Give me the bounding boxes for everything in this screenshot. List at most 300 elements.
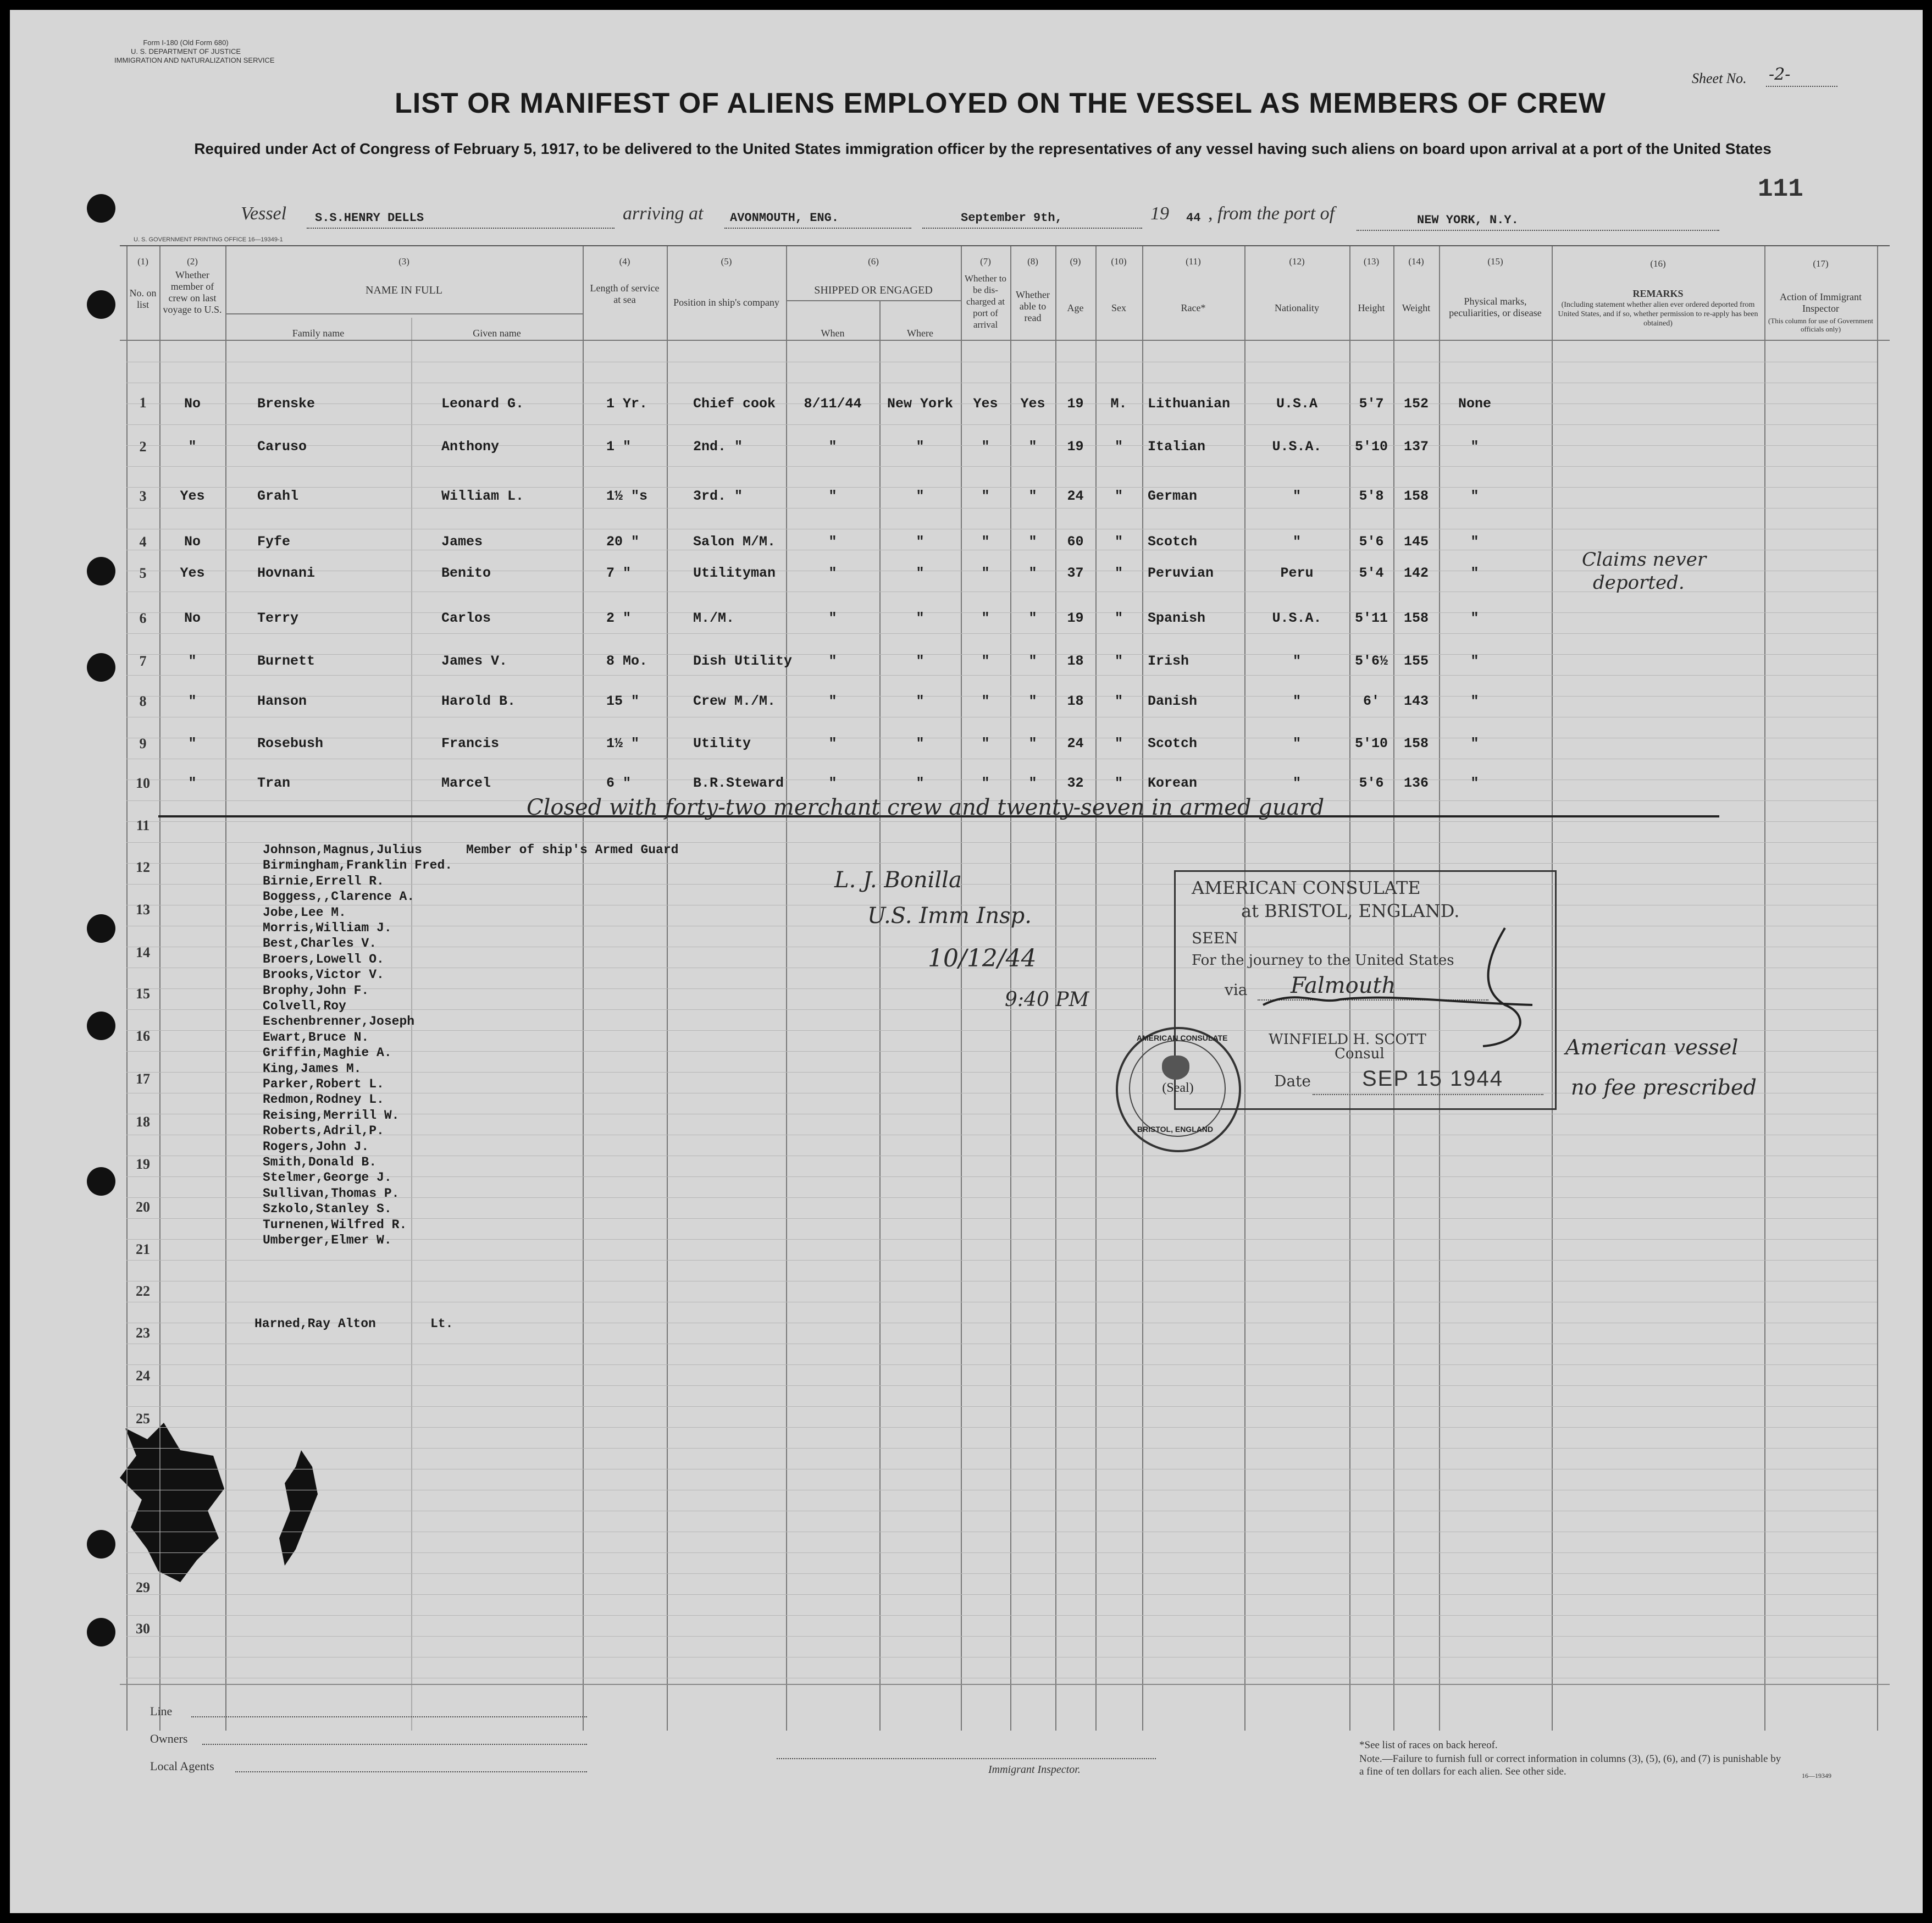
seal-center-text: (Seal) (1162, 1081, 1194, 1095)
col-17-header: Action of Immigrant Inspector (1780, 291, 1862, 314)
crew-height: 5'8 (1359, 488, 1384, 504)
col-15-header: Physical marks, peculiarities, or disease (1449, 296, 1542, 318)
crew-discharged: " (981, 534, 990, 550)
row-number: 7 (139, 653, 147, 669)
col-5-header: Position in ship's company (673, 297, 779, 308)
row-number: 2 (139, 439, 147, 455)
crew-when: " (828, 488, 837, 504)
binder-hole (87, 194, 115, 223)
crew-age: 18 (1067, 693, 1084, 709)
crew-given: Anthony (441, 439, 500, 455)
armed-guard-member: Griffin,Maghie A. (263, 1046, 392, 1060)
armed-guard-member: Turnenen,Wilfred R. (263, 1217, 407, 1232)
crew-nationality: Peru (1280, 565, 1314, 581)
col-9-number: (9) (1070, 256, 1081, 267)
stamp-consulate-line1: AMERICAN CONSULATE (1192, 877, 1421, 898)
crew-read: Yes (1020, 396, 1045, 412)
col-14-number: (14) (1408, 256, 1424, 267)
crew-height: 6' (1363, 693, 1380, 709)
crew-when: " (828, 653, 837, 669)
row-number: 17 (136, 1071, 150, 1087)
crew-read: " (1028, 653, 1037, 669)
crew-sex: " (1114, 736, 1123, 751)
crew-discharged: Yes (973, 396, 998, 412)
crew-where: " (916, 534, 925, 550)
row-number: 20 (136, 1199, 150, 1215)
crew-service: 1½ "s (606, 488, 648, 504)
crew-position: 2nd. " (693, 439, 743, 455)
col-6-when-header: When (821, 328, 845, 339)
binder-hole (87, 914, 115, 943)
col-3-given-header: Given name (473, 328, 521, 339)
seal-top-text: AMERICAN CONSULATE (1137, 1034, 1228, 1042)
stamped-page-number: 111 (1758, 175, 1803, 203)
crew-discharged: " (981, 693, 990, 709)
crew-read: " (1028, 439, 1037, 455)
crew-nationality: " (1292, 653, 1301, 669)
row-number: 4 (139, 534, 147, 550)
torn-paper-damage (114, 1417, 345, 1593)
crew-nationality: U.S.A. (1272, 610, 1322, 626)
departure-port: NEW YORK, N.Y. (1417, 213, 1519, 227)
year-suffix: 44 (1186, 211, 1201, 225)
crew-height: 5'6½ (1354, 653, 1388, 669)
footer-penalty-note: Note.—Failure to furnish full or correct information in columns (3), (5), (6), and (7) is punishable by a fine of ten dollars for each alien. See other side. (1359, 1753, 1781, 1777)
col-16-subheader: (Including statement whether alien ever ordered deported from United States, and if so, whether permission to re-apply has been obtained) (1558, 301, 1758, 328)
crew-where: " (916, 653, 925, 669)
binder-hole (87, 557, 115, 585)
crew-weight: 136 (1403, 775, 1429, 791)
crew-prev: " (188, 736, 197, 751)
armed-guard-member: Broers,Lowell O. (263, 952, 384, 966)
remark-row5-line2: deported. (1593, 572, 1685, 594)
row-number: 6 (139, 610, 147, 626)
crew-weight: 155 (1403, 653, 1429, 669)
col-16-header: REMARKS (1632, 288, 1684, 299)
form-number: Form I-180 (Old Form 680) (143, 38, 229, 47)
crew-position: B.R.Steward (693, 775, 784, 791)
row-number: 12 (136, 859, 150, 875)
armed-guard-member: Reising,Merrill W. (263, 1108, 400, 1123)
crew-prev: No (184, 610, 201, 626)
crew-when: " (828, 565, 837, 581)
crew-marks: " (1470, 488, 1479, 504)
armed-guard-member: Smith,Donald B. (263, 1155, 377, 1169)
crew-discharged: " (981, 439, 990, 455)
sheet-number-label: Sheet No. (1692, 70, 1747, 86)
document-subtitle: Required under Act of Congress of February 5, 1917, to be delivered to the United States immigration officer by the representatives of any vessel having such aliens on board upon arrival at a port of the United States (194, 140, 1772, 157)
crew-discharged: " (981, 736, 990, 751)
crew-sex: " (1114, 653, 1123, 669)
crew-race: Irish (1148, 653, 1189, 669)
binder-hole (87, 1012, 115, 1040)
crew-given: Leonard G. (441, 396, 524, 412)
crew-weight: 158 (1403, 488, 1429, 504)
crew-weight: 158 (1403, 736, 1429, 751)
crew-nationality: " (1292, 736, 1301, 751)
row-number: 23 (136, 1325, 150, 1341)
armed-guard-member: Brooks,Victor V. (263, 968, 384, 982)
crew-service: 1 Yr. (606, 396, 648, 412)
closing-note: Closed with forty-two merchant crew and twenty-seven in armed guard (527, 795, 1325, 820)
col-17-subheader: (This column for use of Government officials only) (1768, 317, 1873, 333)
eagle-emblem-icon (1162, 1056, 1189, 1080)
crew-service: 8 Mo. (606, 653, 648, 669)
crew-marks: " (1470, 693, 1479, 709)
crew-marks: " (1470, 736, 1479, 751)
crew-race: Korean (1148, 775, 1198, 791)
armed-guard-member: Szkolo,Stanley S. (263, 1202, 392, 1217)
col-8-number: (8) (1027, 256, 1038, 267)
col-4-header: Length of service at sea (590, 283, 660, 305)
armed-guard-member: Ewart,Bruce N. (263, 1030, 369, 1045)
crew-family: Caruso (257, 439, 307, 455)
arrival-date: September 9th, (961, 211, 1062, 225)
inspector-signature: L. J. Bonilla (834, 867, 962, 893)
crew-read: " (1028, 488, 1037, 504)
crew-given: Benito (441, 565, 491, 581)
row-number: 16 (136, 1028, 150, 1044)
crew-family: Brenske (257, 396, 315, 412)
crew-read: " (1028, 775, 1037, 791)
crew-prev: " (188, 653, 197, 669)
crew-marks: " (1470, 565, 1479, 581)
crew-sex: " (1114, 775, 1123, 791)
col-6-where-header: Where (907, 328, 933, 339)
armed-guard-member: Eschenbrenner,Joseph (263, 1014, 415, 1029)
crew-race: Danish (1148, 693, 1198, 709)
col-9-header: Age (1067, 302, 1084, 313)
arriving-label: arriving at (623, 203, 704, 224)
american-vessel-note: American vessel (1565, 1035, 1739, 1059)
crew-marks: " (1470, 534, 1479, 550)
crew-where: " (916, 736, 925, 751)
armed-guard-member: Brophy,John F. (263, 983, 369, 998)
crew-discharged: " (981, 565, 990, 581)
crew-where: New York (887, 396, 954, 412)
crew-height: 5'6 (1359, 775, 1384, 791)
row-number: 22 (136, 1283, 150, 1299)
col-6-number: (6) (868, 256, 879, 267)
crew-when: " (828, 775, 837, 791)
crew-service: 1½ " (606, 736, 640, 751)
armed-guard-member: Jobe,Lee M. (263, 905, 346, 920)
crew-age: 32 (1067, 775, 1084, 791)
col-10-header: Sex (1111, 302, 1126, 313)
col-5-number: (5) (721, 256, 732, 267)
col-3-header: NAME IN FULL (366, 284, 442, 296)
crew-race: Scotch (1148, 534, 1198, 550)
col-15-number: (15) (1487, 256, 1503, 267)
crew-age: 24 (1067, 488, 1084, 504)
crew-marks: " (1470, 775, 1479, 791)
printing-office: U. S. GOVERNMENT PRINTING OFFICE 16—19349-1 (134, 236, 283, 243)
crew-position: Dish Utility (693, 653, 793, 669)
vessel-name: S.S.HENRY DELLS (315, 211, 424, 225)
inspection-time: 9:40 PM (1005, 988, 1089, 1011)
col-17-number: (17) (1813, 258, 1829, 269)
crew-prev: Yes (180, 565, 205, 581)
crew-read: " (1028, 534, 1037, 550)
crew-position: Utility (693, 736, 751, 751)
crew-age: 60 (1067, 534, 1084, 550)
seal-bottom-text: BRISTOL, ENGLAND (1137, 1125, 1214, 1134)
row-number: 11 (136, 817, 150, 833)
armed-guard-member: Birmingham,Franklin Fred. (263, 858, 453, 873)
crew-nationality: " (1292, 775, 1301, 791)
col-2-header: Whether member of crew on last voyage to U.S. (163, 269, 222, 315)
col-12-number: (12) (1289, 256, 1305, 267)
crew-given: Carlos (441, 610, 491, 626)
crew-family: Burnett (257, 653, 315, 669)
crew-age: 18 (1067, 653, 1084, 669)
stamp-seen: SEEN (1192, 929, 1238, 947)
crew-family: Tran (257, 775, 291, 791)
crew-service: 6 " (606, 775, 632, 791)
row-number: 1 (139, 395, 147, 411)
row-number: 24 (136, 1368, 150, 1384)
col-11-number: (11) (1186, 256, 1201, 267)
crew-when: " (828, 736, 837, 751)
row-number: 15 (136, 986, 150, 1002)
crew-when: 8/11/44 (804, 396, 862, 412)
crew-service: 20 " (606, 534, 640, 550)
crew-service: 15 " (606, 693, 640, 709)
crew-race: Peruvian (1148, 565, 1214, 581)
stamp-consul-title: Consul (1335, 1046, 1385, 1062)
crew-family: Grahl (257, 488, 299, 504)
row-number: 30 (136, 1621, 150, 1637)
crew-position: Utilityman (693, 565, 776, 581)
crew-sex: " (1114, 610, 1123, 626)
crew-height: 5'6 (1359, 534, 1384, 550)
crew-age: 19 (1067, 610, 1084, 626)
crew-service: 7 " (606, 565, 632, 581)
crew-given: James V. (441, 653, 508, 669)
no-fee-note: no fee prescribed (1571, 1075, 1757, 1099)
armed-guard-member: Roberts,Adril,P. (263, 1124, 384, 1139)
stamp-date-label: Date (1274, 1072, 1311, 1090)
crew-weight: 137 (1403, 439, 1429, 455)
col-3-number: (3) (398, 256, 409, 267)
armed-guard-member: Rogers,John J. (263, 1139, 369, 1154)
col-1-number: (1) (137, 256, 148, 267)
crew-when: " (828, 693, 837, 709)
crew-nationality: U.S.A. (1272, 439, 1322, 455)
footer-race-note: *See list of races on back hereof. (1359, 1739, 1498, 1751)
binder-hole (87, 1167, 115, 1196)
footer-owners-label: Owners (150, 1732, 188, 1745)
col-14-header: Weight (1402, 302, 1431, 313)
crew-sex: " (1114, 439, 1123, 455)
row-number: 5 (139, 565, 147, 581)
armed-guard-member: Boggess,,Clarence A. (263, 889, 415, 904)
crew-read: " (1028, 736, 1037, 751)
crew-family: Terry (257, 610, 299, 626)
armed-guard-member: King,James M. (263, 1061, 362, 1076)
binder-hole (87, 653, 115, 682)
col-12-header: Nationality (1275, 302, 1319, 313)
crew-discharged: " (981, 488, 990, 504)
crew-height: 5'4 (1359, 565, 1384, 581)
crew-race: Lithuanian (1148, 396, 1231, 412)
crew-race: Italian (1148, 439, 1206, 455)
col-11-header: Race* (1181, 302, 1206, 313)
crew-family: Hovnani (257, 565, 315, 581)
armed-guard-member: Parker,Robert L. (263, 1077, 384, 1091)
crew-marks: " (1470, 653, 1479, 669)
col-2-number: (2) (187, 256, 198, 267)
crew-position: Chief cook (693, 396, 776, 412)
crew-weight: 158 (1403, 610, 1429, 626)
crew-age: 24 (1067, 736, 1084, 751)
crew-position: 3rd. " (693, 488, 743, 504)
stamp-consulate-line2: at BRISTOL, ENGLAND. (1241, 900, 1460, 921)
crew-weight: 143 (1403, 693, 1429, 709)
department: U. S. DEPARTMENT OF JUSTICE (130, 47, 241, 56)
stamp-date: SEP 15 1944 (1362, 1067, 1504, 1091)
officer-rank: Lt. (430, 1317, 453, 1331)
crew-sex: " (1114, 565, 1123, 581)
footer-inspector-label: Immigrant Inspector. (988, 1764, 1081, 1776)
crew-where: " (916, 775, 925, 791)
crew-where: " (916, 693, 925, 709)
row-number: 25 (136, 1411, 150, 1427)
footer-line-label: Line (150, 1704, 173, 1718)
crew-height: 5'10 (1354, 439, 1388, 455)
crew-age: 19 (1067, 439, 1084, 455)
crew-nationality: " (1292, 534, 1301, 550)
consul-signature (1247, 922, 1554, 1054)
row-number: 13 (136, 902, 150, 918)
manifest-sheet (10, 10, 1923, 1913)
row-number: 8 (139, 693, 147, 709)
armed-guard-member: Redmon,Rodney L. (263, 1092, 384, 1107)
col-13-header: Height (1358, 302, 1385, 313)
inspection-date: 10/12/44 (928, 944, 1037, 972)
row-number: 3 (139, 488, 147, 504)
armed-guard-member: Best,Charles V. (263, 936, 377, 951)
crew-marks: " (1470, 439, 1479, 455)
inspector-title: U.S. Imm Insp. (867, 903, 1032, 929)
crew-prev: " (188, 693, 197, 709)
binder-hole (87, 1618, 115, 1646)
crew-sex: M. (1110, 396, 1127, 412)
crew-nationality: " (1292, 488, 1301, 504)
armed-guard-member: Stelmer,George J. (263, 1170, 392, 1185)
col-4-number: (4) (619, 256, 630, 267)
remark-row5-line1: Claims never (1582, 549, 1707, 571)
footer-code: 16—19349 (1802, 1772, 1831, 1780)
armed-guard-note: Member of ship's Armed Guard (466, 843, 679, 857)
crew-when: " (828, 439, 837, 455)
crew-family: Rosebush (257, 736, 324, 751)
crew-given: William L. (441, 488, 524, 504)
crew-age: 37 (1067, 565, 1084, 581)
crew-given: Harold B. (441, 693, 516, 709)
crew-sex: " (1114, 693, 1123, 709)
col-7-number: (7) (980, 256, 991, 267)
crew-family: Fyfe (257, 534, 291, 550)
armed-guard-member: Morris,William J. (263, 921, 392, 935)
crew-weight: 142 (1403, 565, 1429, 581)
year-prefix: 19 (1150, 203, 1169, 224)
col-6-header: SHIPPED OR ENGAGED (814, 284, 933, 296)
col-1-header: No. on list (129, 288, 157, 310)
crew-read: " (1028, 565, 1037, 581)
crew-race: German (1148, 488, 1198, 504)
officer-name: Harned,Ray Alton (254, 1317, 376, 1331)
binder-hole (87, 290, 115, 319)
binder-hole (87, 1530, 115, 1559)
armed-guard-member: Colvell,Roy (263, 999, 346, 1013)
row-number: 18 (136, 1114, 150, 1130)
crew-marks: " (1470, 610, 1479, 626)
crew-where: " (916, 610, 925, 626)
crew-prev: " (188, 775, 197, 791)
armed-guard-member: Sullivan,Thomas P. (263, 1186, 400, 1201)
armed-guard-member: Umberger,Elmer W. (263, 1233, 392, 1247)
crew-discharged: " (981, 775, 990, 791)
crew-read: " (1028, 610, 1037, 626)
row-number: 29 (136, 1579, 150, 1595)
col-13-number: (13) (1363, 256, 1380, 267)
crew-read: " (1028, 693, 1037, 709)
crew-height: 5'7 (1359, 396, 1384, 412)
crew-marks: None (1458, 396, 1491, 412)
col-10-number: (10) (1111, 256, 1127, 267)
crew-height: 5'10 (1354, 736, 1388, 751)
crew-where: " (916, 565, 925, 581)
row-number: 19 (136, 1156, 150, 1172)
crew-weight: 152 (1403, 396, 1429, 412)
from-port-label: , from the port of (1208, 203, 1335, 224)
stamp-journey: For the journey to the United States (1192, 952, 1454, 969)
col-3-family-header: Family name (292, 328, 345, 339)
service-name: IMMIGRATION AND NATURALIZATION SERVICE (114, 56, 275, 64)
crew-race: Spanish (1148, 610, 1206, 626)
crew-given: James (441, 534, 483, 550)
crew-prev: No (184, 534, 201, 550)
col-7-header: Whether to be dis-charged at port of arrival (965, 273, 1006, 330)
form-header (114, 38, 275, 65)
stamp-consul-name: WINFIELD H. SCOTT (1269, 1031, 1426, 1048)
crew-position: M./M. (693, 610, 735, 626)
footer-agents-label: Local Agents (150, 1759, 214, 1773)
crew-service: 2 " (606, 610, 632, 626)
crew-given: Marcel (441, 775, 491, 791)
crew-prev: " (188, 439, 197, 455)
crew-position: Crew M./M. (693, 693, 776, 709)
crew-sex: " (1114, 488, 1123, 504)
crew-nationality: " (1292, 693, 1301, 709)
crew-service: 1 " (606, 439, 632, 455)
crew-discharged: " (981, 653, 990, 669)
crew-discharged: " (981, 610, 990, 626)
crew-when: " (828, 534, 837, 550)
col-8-header: Whether able to read (1016, 289, 1050, 323)
armed-guard-member: Johnson,Magnus,Julius (263, 843, 422, 857)
crew-prev: No (184, 396, 201, 412)
crew-position: Salon M/M. (693, 534, 776, 550)
crew-height: 5'11 (1354, 610, 1388, 626)
armed-guard-member: Birnie,Errell R. (263, 874, 384, 888)
row-number: 21 (136, 1241, 150, 1257)
stamp-via-label: via (1225, 981, 1248, 999)
stamp-via-value: Falmouth (1291, 973, 1396, 998)
crew-weight: 145 (1403, 534, 1429, 550)
row-number: 10 (136, 775, 150, 791)
